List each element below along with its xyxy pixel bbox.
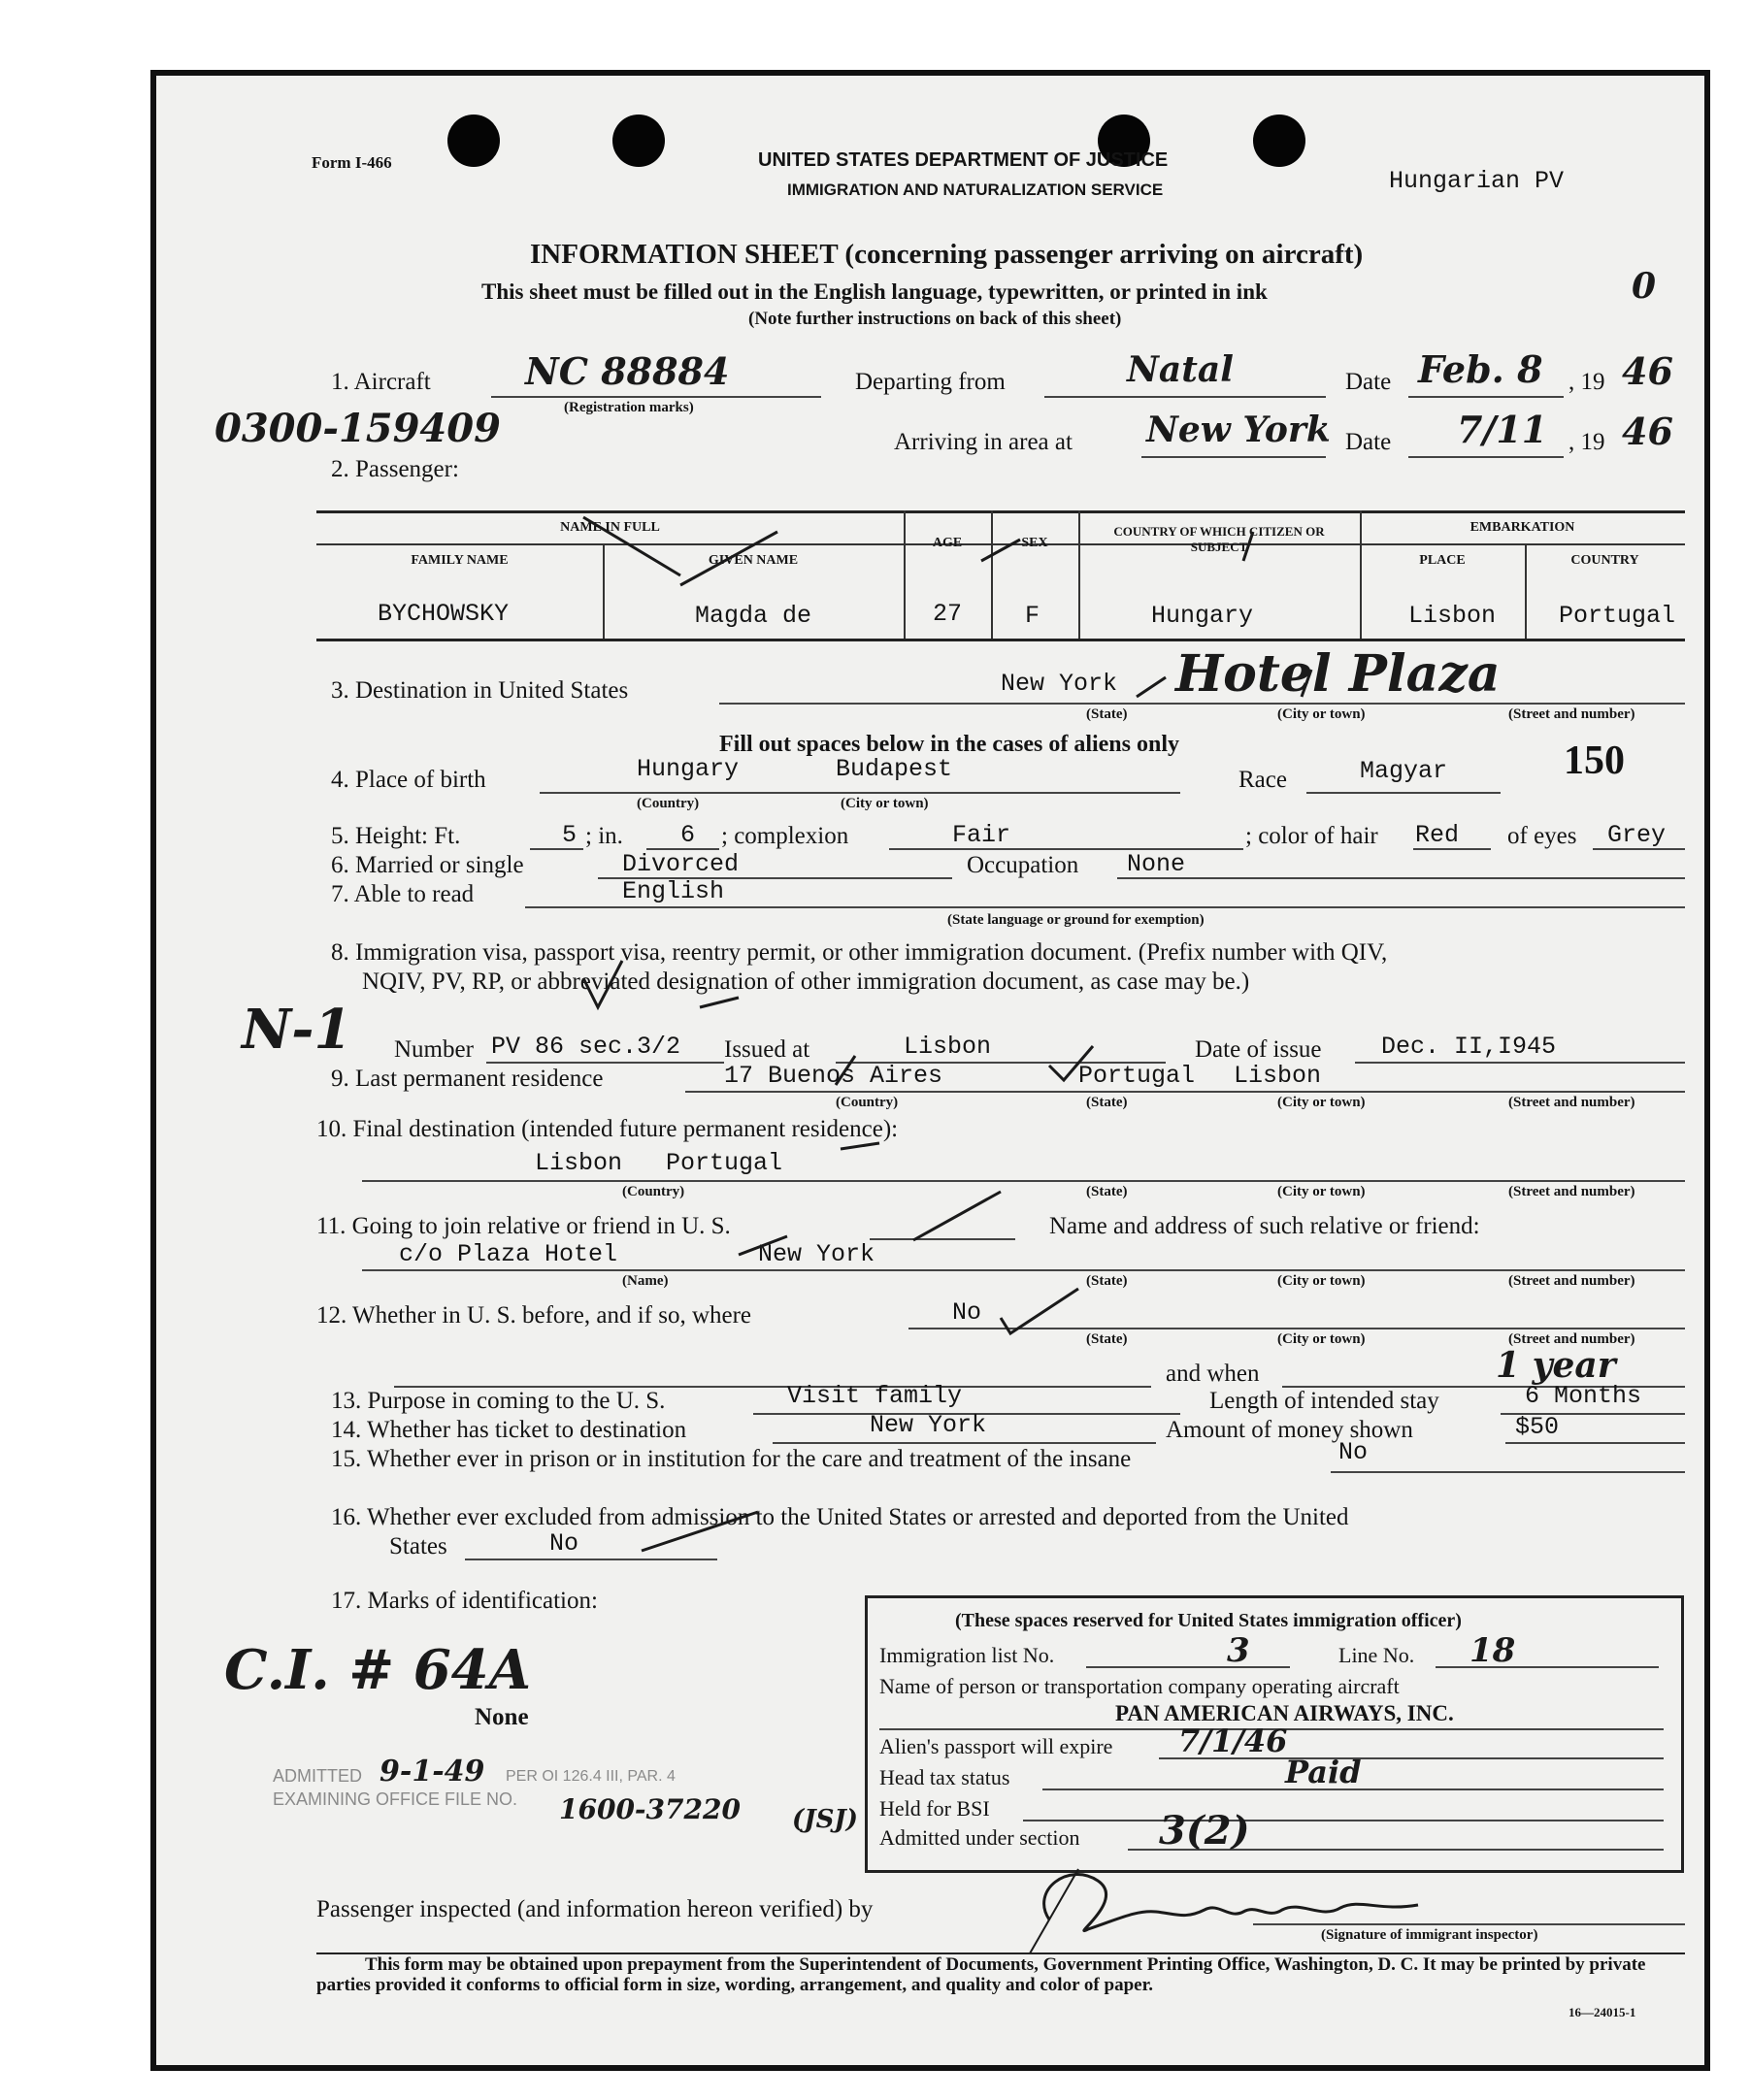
- aircraft-value: NC 88884: [525, 349, 730, 393]
- place-value: Lisbon: [1408, 602, 1497, 630]
- money-value: $50: [1515, 1413, 1560, 1441]
- form-sheet: [150, 70, 1710, 2071]
- arriving-value: New York: [1146, 410, 1331, 450]
- birth-city-value: Budapest: [836, 755, 953, 783]
- arrive-date-value: 7/11: [1457, 408, 1548, 451]
- head-tax-value: Paid: [1285, 1754, 1362, 1790]
- department-heading: UNITED STATES DEPARTMENT OF JUSTICE: [758, 149, 1169, 171]
- caption-country: (Country): [622, 1184, 685, 1199]
- caption-city: (City or town): [1277, 706, 1366, 722]
- citizen-value: Hungary: [1151, 602, 1254, 630]
- q3-state-value: New York: [1001, 670, 1118, 698]
- race-value: Magyar: [1360, 757, 1448, 785]
- admitted-stamp-label: ADMITTED: [273, 1766, 362, 1786]
- q12-value: No: [952, 1298, 982, 1327]
- money-label: Amount of money shown: [1166, 1417, 1413, 1443]
- final-destination-value: Lisbon Portugal: [535, 1149, 783, 1177]
- q10-label: 10. Final destination (intended future permanent residence):: [316, 1116, 899, 1142]
- arrive-year-value: 46: [1622, 410, 1673, 453]
- punch-hole: [447, 115, 500, 167]
- occupation-value: None: [1127, 850, 1186, 878]
- admitted-section-value: 3(2): [1159, 1808, 1250, 1854]
- number-150: 150: [1564, 738, 1625, 783]
- nv-handwritten: N-1: [242, 998, 352, 1062]
- admitted-stamp-per: PER OI 126.4 III, PAR. 4: [506, 1768, 676, 1785]
- q5-label: 5. Height: Ft.: [331, 823, 461, 849]
- date-label: Date: [1345, 429, 1392, 455]
- q14-label: 14. Whether has ticket to destination: [331, 1417, 687, 1443]
- issued-at-label: Issued at: [724, 1036, 810, 1063]
- q8-line1: 8. Immigration visa, passport visa, reentry permit, or other immigration document. (Prefix number with QIV,: [331, 939, 1388, 966]
- caption-country: (Country): [836, 1095, 899, 1110]
- departing-label: Departing from: [855, 369, 1006, 395]
- marital-status-value: Divorced: [622, 850, 740, 878]
- caption-city: (City or town): [841, 796, 929, 811]
- identification-value: None: [475, 1704, 529, 1730]
- q16-line1: 16. Whether ever excluded from admission to the United States or arrested and deported from the United: [331, 1504, 1349, 1530]
- annotation-text: Hungarian PV: [1389, 167, 1565, 195]
- q9-label: 9. Last permanent residence: [331, 1066, 604, 1092]
- caption-city: (City or town): [1277, 1273, 1366, 1289]
- examining-office-label: EXAMINING OFFICE FILE NO.: [273, 1789, 518, 1809]
- corner-mark: 0: [1632, 266, 1657, 307]
- line-number-label: Line No.: [1338, 1643, 1415, 1667]
- q3-label: 3. Destination in United States: [331, 677, 629, 704]
- footer-note: This form may be obtained upon prepayment from the Superintendent of Documents, Government Printing Office, Washington, D. C. It may be printed by private parties provided it conforms to official form in size, wording, arrangement, and quality and color of paper.: [316, 1954, 1646, 1995]
- country-value: Portugal: [1559, 602, 1676, 630]
- name-in-full-header: NAME IN FULL: [560, 520, 660, 535]
- sex-value: F: [1025, 602, 1040, 630]
- q15-value: No: [1338, 1438, 1369, 1466]
- and-when-label: and when: [1166, 1361, 1260, 1387]
- q6-label: 6. Married or single: [331, 852, 524, 878]
- operator-label: Name of person or transportation company operating aircraft: [879, 1674, 1400, 1698]
- purpose-value: Visit family: [787, 1382, 963, 1410]
- aliens-only-heading: Fill out spaces below in the cases of aliens only: [719, 732, 1180, 757]
- issue-date-label: Date of issue: [1195, 1036, 1322, 1063]
- stamp-initials: (JSJ): [792, 1805, 858, 1834]
- file-number: 0300-159409: [215, 406, 501, 451]
- age-value: 27: [933, 600, 963, 628]
- occupation-label: Occupation: [967, 852, 1079, 878]
- caption-street: (Street and number): [1508, 1273, 1635, 1289]
- q15-label: 15. Whether ever in prison or in institution for the care and treatment of the insane: [331, 1446, 1132, 1472]
- q5-in-label: ; in.: [585, 823, 623, 849]
- read-language-value: English: [622, 877, 725, 905]
- form-number: Form I-466: [312, 153, 392, 172]
- citizen-header: COUNTRY OF WHICH CITIZEN OR SUBJECT: [1113, 524, 1325, 554]
- arriving-label: Arriving in area at: [894, 429, 1073, 455]
- year-prefix: , 19: [1568, 369, 1605, 395]
- form-subtitle: This sheet must be filled out in the English language, typewritten, or printed in ink: [481, 279, 1268, 304]
- number-label: Number: [394, 1036, 474, 1063]
- race-label: Race: [1238, 767, 1287, 793]
- date-label: Date: [1345, 369, 1392, 395]
- officer-reserved-box: [865, 1595, 1684, 1873]
- given-name-value: Magda de: [695, 602, 812, 630]
- admitted-section-label: Admitted under section: [879, 1825, 1080, 1850]
- q17-label: 17. Marks of identification:: [331, 1588, 598, 1614]
- inspected-label: Passenger inspected (and information hereon verified) by: [316, 1896, 874, 1922]
- immigration-list-label: Immigration list No.: [879, 1643, 1055, 1667]
- q13-label: 13. Purpose in coming to the U. S.: [331, 1388, 666, 1414]
- q12-label: 12. Whether in U. S. before, and if so, where: [316, 1302, 752, 1329]
- when-handwritten: 1 year: [1496, 1345, 1616, 1386]
- identification-handwritten: C.I. # 64A: [224, 1638, 532, 1702]
- document-number-value: PV 86 sec.3/2: [491, 1033, 681, 1061]
- q11-label: 11. Going to join relative or friend in U. S.: [316, 1213, 731, 1239]
- q16-line2: States: [389, 1533, 447, 1559]
- held-for-bsi-label: Held for BSI: [879, 1796, 990, 1821]
- eyes-value: Grey: [1607, 821, 1667, 849]
- print-code: 16—24015-1: [1568, 2005, 1636, 2019]
- place-header: PLACE: [1419, 553, 1466, 568]
- issued-at-value: Lisbon: [904, 1033, 992, 1061]
- caption-state: (State): [1086, 1184, 1128, 1199]
- birth-country-value: Hungary: [637, 755, 740, 783]
- caption-state: (State): [1086, 706, 1128, 722]
- passport-expire-value: 7/1/46: [1178, 1723, 1288, 1759]
- signature-caption: (Signature of immigrant inspector): [1321, 1927, 1538, 1943]
- q7-label: 7. Able to read: [331, 881, 475, 907]
- punch-hole: [1253, 115, 1305, 167]
- line-number-value: 18: [1469, 1631, 1516, 1670]
- relative-state-value: New York: [758, 1240, 875, 1268]
- family-name-value: BYCHOWSKY: [378, 600, 510, 628]
- complexion-value: Fair: [952, 821, 1011, 849]
- admitted-date: 9-1-49: [380, 1755, 485, 1788]
- immigration-list-value: 3: [1227, 1631, 1250, 1670]
- caption-name: (Name): [622, 1273, 669, 1289]
- registration-caption: (Registration marks): [564, 400, 694, 415]
- height-ft-value: 5: [562, 821, 578, 849]
- residence-state-value: Portugal: [1078, 1062, 1196, 1090]
- officer-box-title: (These spaces reserved for United States immigration officer): [955, 1610, 1462, 1631]
- complexion-label: ; complexion: [721, 823, 849, 849]
- ticket-destination-value: New York: [870, 1411, 987, 1439]
- issue-date-value: Dec. II,I945: [1381, 1033, 1557, 1061]
- caption-city: (City or town): [1277, 1095, 1366, 1110]
- stay-label: Length of intended stay: [1209, 1388, 1439, 1414]
- passport-expire-label: Alien's passport will expire: [879, 1734, 1113, 1758]
- caption-street: (Street and number): [1508, 706, 1635, 722]
- caption-street: (Street and number): [1508, 1184, 1635, 1199]
- country-header: COUNTRY: [1570, 553, 1639, 568]
- caption-street: (Street and number): [1508, 1095, 1635, 1110]
- caption-state: (State): [1086, 1095, 1128, 1110]
- eyes-label: of eyes: [1507, 823, 1577, 849]
- year-prefix: , 19: [1568, 429, 1605, 455]
- caption-street: (Street and number): [1508, 1331, 1635, 1347]
- head-tax-label: Head tax status: [879, 1765, 1010, 1789]
- hair-label: ; color of hair: [1245, 823, 1378, 849]
- form-title: INFORMATION SHEET (concerning passenger arriving on aircraft): [530, 239, 1364, 270]
- aircraft-label: 1. Aircraft: [331, 369, 431, 395]
- examining-file-number: 1600-37220: [559, 1793, 741, 1825]
- hair-value: Red: [1415, 821, 1460, 849]
- q11-right-label: Name and address of such relative or friend:: [1049, 1213, 1480, 1239]
- operator-value: PAN AMERICAN AIRWAYS, INC.: [1115, 1701, 1454, 1725]
- residence-city-value: Lisbon: [1234, 1062, 1322, 1090]
- residence-country-value: 17 Buenos Aires: [724, 1062, 943, 1090]
- departing-value: Natal: [1127, 349, 1234, 390]
- depart-year-value: 46: [1622, 349, 1673, 393]
- q16-value: No: [549, 1529, 579, 1558]
- height-in-value: 6: [680, 821, 696, 849]
- service-heading: IMMIGRATION AND NATURALIZATION SERVICE: [787, 180, 1164, 199]
- form-note: (Note further instructions on back of this sheet): [748, 309, 1122, 329]
- caption-state: (State): [1086, 1331, 1128, 1347]
- depart-date-value: Feb. 8: [1418, 347, 1543, 391]
- q3-hotel-handwritten: Hotel Plaza: [1175, 644, 1501, 704]
- caption-country: (Country): [637, 796, 700, 811]
- age-header: AGE: [932, 536, 963, 550]
- q7-caption: (State language or ground for exemption): [947, 912, 1205, 928]
- q4-label: 4. Place of birth: [331, 767, 486, 793]
- caption-state: (State): [1086, 1273, 1128, 1289]
- punch-hole: [612, 115, 665, 167]
- given-name-header: GIVEN NAME: [708, 553, 799, 568]
- relative-name-value: c/o Plaza Hotel: [399, 1240, 618, 1268]
- passenger-label: 2. Passenger:: [331, 456, 459, 482]
- q8-line2: NQIV, PV, RP, or abbreviated designation of other immigration document, as case may be.): [362, 968, 1250, 995]
- sex-header: SEX: [1021, 536, 1048, 550]
- caption-city: (City or town): [1277, 1184, 1366, 1199]
- stay-value: 6 Months: [1525, 1382, 1642, 1410]
- caption-city: (City or town): [1277, 1331, 1366, 1347]
- family-name-header: FAMILY NAME: [411, 553, 509, 568]
- embarkation-header: EMBARKATION: [1469, 520, 1575, 535]
